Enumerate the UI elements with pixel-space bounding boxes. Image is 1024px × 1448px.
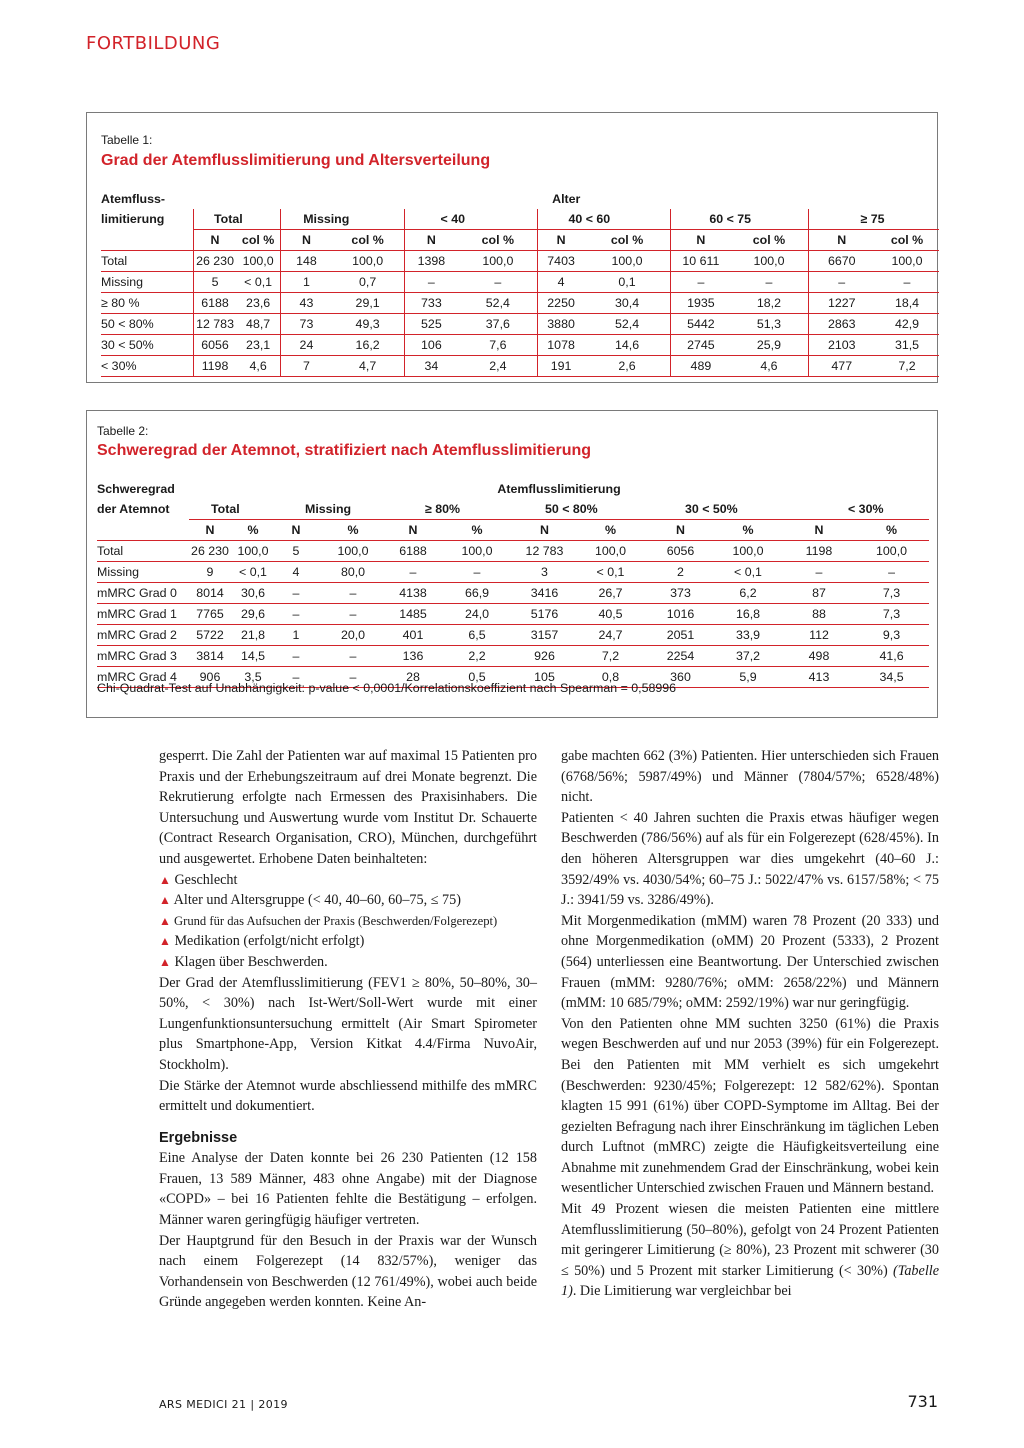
table-cell: –	[389, 562, 437, 583]
table-cell: 100,0	[231, 541, 275, 562]
table-cell: –	[275, 604, 317, 625]
table2-group-row	[97, 499, 929, 520]
table-cell: 7765	[189, 604, 231, 625]
section-heading: Ergebnisse	[159, 1129, 238, 1146]
journal-footer: ARS MEDICI 21 | 2019	[159, 1398, 288, 1411]
table-cell: 26,7	[572, 583, 649, 604]
table-cell: –	[671, 272, 731, 293]
table2-body	[97, 541, 929, 688]
table-cell: < 0,1	[236, 272, 281, 293]
table-cell: 25,9	[730, 335, 808, 356]
table-cell: 100,0	[712, 541, 784, 562]
table-cell: 33,9	[712, 625, 784, 646]
table-cell: 12 783	[194, 314, 237, 335]
table2-group-total: Total	[189, 499, 275, 520]
table-cell: 100,0	[332, 251, 404, 272]
table-row	[97, 646, 929, 667]
table-cell: 148	[281, 251, 332, 272]
table1-sub-col: col %	[730, 230, 808, 251]
table-cell: 26 230	[194, 251, 237, 272]
table-cell: 18,2	[730, 293, 808, 314]
table2-subheader-row	[97, 520, 929, 541]
table2-sub-pct: %	[437, 520, 517, 541]
table-cell: < 0,1	[231, 562, 275, 583]
table-cell: –	[317, 667, 389, 688]
row-label: mMRC Grad 3	[97, 646, 189, 667]
table-cell: 7,2	[875, 356, 939, 377]
table-cell: 525	[404, 314, 458, 335]
bullet-text: Medikation (erfolgt/nicht erfolgt)	[174, 933, 365, 950]
table-cell: 0,7	[332, 272, 404, 293]
table2	[97, 479, 929, 688]
table-row	[97, 583, 929, 604]
paragraph: gabe machten 662 (3%) Patienten. Hier unterschieden sich Frauen (6768/56%; 5987/49%) und Männer (7804/57%; 6528/48%) nicht.	[561, 748, 939, 806]
table-cell: 1078	[538, 335, 584, 356]
table-row	[101, 314, 939, 335]
table-cell: 7,6	[458, 335, 538, 356]
table1	[101, 189, 939, 377]
row-label: Total	[97, 541, 189, 562]
table-cell: 477	[808, 356, 875, 377]
table-cell: 2,2	[437, 646, 517, 667]
row-label: Total	[101, 251, 194, 272]
table-cell: 7403	[538, 251, 584, 272]
table-cell: 9,3	[854, 625, 929, 646]
table-cell: 2250	[538, 293, 584, 314]
triangle-bullet-icon: ▲	[159, 954, 171, 969]
table-cell: 6056	[194, 335, 237, 356]
table1-group-total: Total	[194, 209, 281, 230]
table-row	[97, 625, 929, 646]
section-label: FORTBILDUNG	[86, 33, 221, 54]
table2-sub-n: N	[517, 520, 572, 541]
table-row	[101, 293, 939, 314]
table-cell: 4,7	[332, 356, 404, 377]
paragraph: Der Grad der Atemflusslimitierung (FEV1 ≥ 80%, 50–80%, 30–50%, < 30%) nach Ist-Wert/Soll-Wert wurde mit einer Lungenfunktionsuntersuchung ermittelt (Air Smart Spirometer plus Smartphone-App, Version Kitkat 4.4/Firma NuvoAir, Stockholm).	[159, 974, 537, 1073]
table-cell: 40,5	[572, 604, 649, 625]
table2-sub-pct: %	[317, 520, 389, 541]
table-cell: 52,4	[458, 293, 538, 314]
triangle-bullet-icon: ▲	[159, 872, 171, 887]
table-cell: 16,2	[332, 335, 404, 356]
table-cell: 43	[281, 293, 332, 314]
bullet-item	[159, 931, 537, 952]
table1-title: Grad der Atemflusslimitierung und Altersverteilung	[101, 152, 491, 169]
table-cell: 100,0	[875, 251, 939, 272]
table-cell: 100,0	[730, 251, 808, 272]
table-cell: 5722	[189, 625, 231, 646]
table-cell: 16,8	[712, 604, 784, 625]
table-cell: 100,0	[584, 251, 671, 272]
table-cell: –	[275, 646, 317, 667]
bullet-text: Grund für das Aufsuchen der Praxis (Beschwerden/Folgerezept)	[174, 913, 498, 928]
bullet-item	[159, 870, 537, 891]
table-cell: 37,6	[458, 314, 538, 335]
row-label: mMRC Grad 4	[97, 667, 189, 688]
table-row	[97, 541, 929, 562]
table-cell: 906	[189, 667, 231, 688]
table-cell: 37,2	[712, 646, 784, 667]
body-column-right	[561, 746, 939, 1302]
table-cell: 5,9	[712, 667, 784, 688]
paragraph: gesperrt. Die Zahl der Patienten war auf maximal 15 Patienten pro Praxis und der Erhebungszeitraum auf drei Monate begrenzt. Die Rekrutierung erfolgte nach Ermessen des Praxisinhabers. Die Untersuchung und Auswertung wurde vom Institut Dr. Schauerte (Contract Research Organisation, CRO), München, durchgeführt und ausgewertet. Erhobene Daten beinhalteten:	[159, 748, 537, 867]
table1-label: Tabelle 1:	[101, 133, 153, 147]
table-cell: 105	[517, 667, 572, 688]
table-cell: 401	[389, 625, 437, 646]
table2-rowheader-line2: der Atemnot	[97, 502, 170, 517]
table2-group-lt30: < 30%	[784, 499, 929, 520]
table-row	[101, 356, 939, 377]
row-label: mMRC Grad 2	[97, 625, 189, 646]
row-label: Missing	[97, 562, 189, 583]
table-cell: 21,8	[231, 625, 275, 646]
table-cell: 100,0	[236, 251, 281, 272]
table-cell: 2863	[808, 314, 875, 335]
table-row	[97, 604, 929, 625]
triangle-bullet-icon: ▲	[159, 913, 171, 928]
table-cell: 5176	[517, 604, 572, 625]
paragraph: Patienten < 40 Jahren suchten die Praxis etwas häufiger wegen Beschwerden (786/56%) auf als für ein Folgerezept (628/45%). In den höheren Altersgruppen war dies umgekehrt (40–60 J.: 3592/49% vs. 4030/54%; 60–75 J.: 5022/47% vs. 6157/58%; < 75 J.: 3941/59 vs. 3286/49%).	[561, 809, 939, 909]
table1-group-40-60: 40 < 60	[538, 209, 671, 230]
table-cell: 4	[538, 272, 584, 293]
table-cell: 6188	[194, 293, 237, 314]
table-cell: –	[317, 583, 389, 604]
table1-subheader-blank	[101, 230, 194, 251]
table-cell: 88	[784, 604, 854, 625]
bullet-item	[159, 911, 537, 932]
table-cell: 0,8	[572, 667, 649, 688]
table-cell: 31,5	[875, 335, 939, 356]
table2-footnote: Chi-Quadrat-Test auf Unabhängigkeit: p-value < 0,0001/Korrelationskoeffizient nach Spearman = 0,58996	[97, 681, 677, 695]
table-cell: –	[730, 272, 808, 293]
row-label: mMRC Grad 0	[97, 583, 189, 604]
table-cell: 1398	[404, 251, 458, 272]
paragraph	[561, 1199, 939, 1302]
table2-sub-pct: %	[572, 520, 649, 541]
table-cell: 136	[389, 646, 437, 667]
table1-rowheader-line2: limitierung	[101, 212, 165, 227]
table-cell: 360	[649, 667, 712, 688]
row-label: < 30%	[101, 356, 194, 377]
table-cell: 1	[275, 625, 317, 646]
table-cell: 48,7	[236, 314, 281, 335]
table-cell: 100,0	[437, 541, 517, 562]
table1-group-60-75: 60 < 75	[671, 209, 808, 230]
table-row	[101, 335, 939, 356]
table1-sub-n: N	[194, 230, 237, 251]
table-cell: 3416	[517, 583, 572, 604]
table-cell: 52,4	[584, 314, 671, 335]
table2-sub-n: N	[189, 520, 231, 541]
paragraph-text: Mit 49 Prozent wiesen die meisten Patienten eine mittlere Atemflusslimitierung (50–80%), gefolgt von 24 Prozent Patienten mit geringerer Limitierung (≥ 80%), 23 Prozent mit schwerer (30 ≤ 50%) und 5 Prozent mit starker Limitierung (< 30%)	[561, 1201, 939, 1279]
table-cell: 24,0	[437, 604, 517, 625]
table-cell: 23,6	[236, 293, 281, 314]
table1-sub-n: N	[671, 230, 731, 251]
paragraph-text: . Die Limitierung war vergleichbar bei	[572, 1283, 792, 1300]
page-number: 731	[907, 1392, 938, 1411]
bullet-text: Klagen über Beschwerden.	[174, 953, 328, 970]
table-cell: –	[875, 272, 939, 293]
table2-subheader-blank	[97, 520, 189, 541]
table-cell: 7,3	[854, 604, 929, 625]
table1-spanner: Alter	[552, 192, 581, 206]
table2-group-50-80: 50 < 80%	[517, 499, 649, 520]
triangle-bullet-icon: ▲	[159, 934, 171, 949]
table-cell: 6,5	[437, 625, 517, 646]
table-cell: 49,3	[332, 314, 404, 335]
table2-sub-n: N	[275, 520, 317, 541]
table-cell: 12 783	[517, 541, 572, 562]
table2-box	[86, 410, 938, 718]
table-cell: 4,6	[730, 356, 808, 377]
table-cell: 30,4	[584, 293, 671, 314]
table2-group-ge80: ≥ 80%	[389, 499, 517, 520]
table-cell: 2051	[649, 625, 712, 646]
table-cell: 9	[189, 562, 231, 583]
table-cell: 489	[671, 356, 731, 377]
table2-label: Tabelle 2:	[97, 424, 149, 438]
row-label: mMRC Grad 1	[97, 604, 189, 625]
table-cell: 3157	[517, 625, 572, 646]
table-cell: 87	[784, 583, 854, 604]
table-cell: 3,5	[231, 667, 275, 688]
table2-spanner: Atemflusslimitierung	[497, 482, 621, 496]
table2-sub-n: N	[389, 520, 437, 541]
table-cell: 926	[517, 646, 572, 667]
table-cell: 6056	[649, 541, 712, 562]
table-cell: 373	[649, 583, 712, 604]
table-cell: 413	[784, 667, 854, 688]
table-cell: 10 611	[671, 251, 731, 272]
table1-sub-n: N	[538, 230, 584, 251]
table2-title: Schweregrad der Atemnot, stratifiziert nach Atemflusslimitierung	[97, 442, 592, 459]
table1-sub-n: N	[281, 230, 332, 251]
row-label: 50 < 80%	[101, 314, 194, 335]
table-row	[97, 562, 929, 583]
table-cell: 51,3	[730, 314, 808, 335]
table-cell: 7	[281, 356, 332, 377]
row-label: 30 < 50%	[101, 335, 194, 356]
table-cell: 14,5	[231, 646, 275, 667]
table2-sub-pct: %	[712, 520, 784, 541]
table-cell: 106	[404, 335, 458, 356]
table-cell: 100,0	[317, 541, 389, 562]
table-cell: –	[317, 604, 389, 625]
paragraph: Die Stärke der Atemnot wurde abschliessend mithilfe des mMRC ermittelt und dokumentiert.	[159, 1077, 537, 1115]
table1-group-ge75: ≥ 75	[808, 209, 939, 230]
table-cell: 2254	[649, 646, 712, 667]
table-cell: 2	[649, 562, 712, 583]
table-cell: 29,1	[332, 293, 404, 314]
table-cell: 2745	[671, 335, 731, 356]
row-label: Missing	[101, 272, 194, 293]
table1-sub-col: col %	[458, 230, 538, 251]
table-cell: 26 230	[189, 541, 231, 562]
table2-group-30-50: 30 < 50%	[649, 499, 784, 520]
table1-rowheader-line1: Atemfluss-	[101, 192, 166, 206]
body-column-left	[159, 746, 537, 1313]
table-cell: 100,0	[458, 251, 538, 272]
table-cell: 2,4	[458, 356, 538, 377]
table-cell: 24,7	[572, 625, 649, 646]
table-cell: 4138	[389, 583, 437, 604]
table1-group-missing: Missing	[281, 209, 404, 230]
table-cell: –	[808, 272, 875, 293]
table1-body	[101, 251, 939, 377]
table-cell: 34	[404, 356, 458, 377]
table-cell: –	[317, 646, 389, 667]
table2-sub-n: N	[784, 520, 854, 541]
table-cell: 5	[194, 272, 237, 293]
table-cell: 6188	[389, 541, 437, 562]
table-cell: –	[458, 272, 538, 293]
table-cell: 41,6	[854, 646, 929, 667]
table-cell: 0,5	[437, 667, 517, 688]
table2-group-missing: Missing	[275, 499, 389, 520]
table-cell: 34,5	[854, 667, 929, 688]
table-cell: 1935	[671, 293, 731, 314]
paragraph: Der Hauptgrund für den Besuch in der Praxis war der Wunsch nach einem Folgerezept (14 832/57%), weniger das Vorhandensein von Beschwerden (12 761/49%), wobei auch beide Gründe angegeben werden konnten. Keine An-	[159, 1232, 537, 1311]
table-cell: 7,2	[572, 646, 649, 667]
table-cell: 24	[281, 335, 332, 356]
table-cell: 30,6	[231, 583, 275, 604]
table-cell: 1198	[784, 541, 854, 562]
table1-sub-n: N	[404, 230, 458, 251]
bullet-text: Geschlecht	[174, 871, 238, 888]
table1-group-lt40: < 40	[404, 209, 538, 230]
table-cell: 6,2	[712, 583, 784, 604]
table-cell: 29,6	[231, 604, 275, 625]
table-cell: 1198	[194, 356, 237, 377]
table-cell: 4,6	[236, 356, 281, 377]
table-cell: 42,9	[875, 314, 939, 335]
table-cell: 1	[281, 272, 332, 293]
table-cell: –	[275, 583, 317, 604]
table-cell: 3814	[189, 646, 231, 667]
table-cell: 112	[784, 625, 854, 646]
table-cell: 8014	[189, 583, 231, 604]
table-cell: 100,0	[854, 541, 929, 562]
table2-rowheader-line1: Schweregrad	[97, 482, 175, 496]
table-row	[101, 272, 939, 293]
table1-sub-col: col %	[332, 230, 404, 251]
table-cell: 5442	[671, 314, 731, 335]
table-cell: 100,0	[572, 541, 649, 562]
table-cell: 6670	[808, 251, 875, 272]
table-cell: –	[404, 272, 458, 293]
table-row	[101, 251, 939, 272]
table-cell: –	[275, 667, 317, 688]
table-cell: –	[784, 562, 854, 583]
triangle-bullet-icon: ▲	[159, 893, 171, 908]
table2-sub-n: N	[649, 520, 712, 541]
table-reference: (Tabelle 1)	[561, 1262, 940, 1300]
table-cell: 18,4	[875, 293, 939, 314]
table-cell: 66,9	[437, 583, 517, 604]
table2-spanner-row	[97, 479, 929, 499]
table-cell: 14,6	[584, 335, 671, 356]
row-label: ≥ 80 %	[101, 293, 194, 314]
paragraph: Eine Analyse der Daten konnte bei 26 230 Patienten (12 158 Frauen, 13 589 Männer, 483 ohne Angabe) mit der Diagnose «COPD» – bei 16 Patienten fehlte die Bestätigung – erfolgen. Männer waren geringfügig häufiger vertreten.	[159, 1150, 537, 1229]
table-cell: 498	[784, 646, 854, 667]
table-cell: 23,1	[236, 335, 281, 356]
table-cell: < 0,1	[712, 562, 784, 583]
table-cell: 73	[281, 314, 332, 335]
table-cell: 80,0	[317, 562, 389, 583]
table-cell: < 0,1	[572, 562, 649, 583]
table1-sub-col: col %	[875, 230, 939, 251]
table-cell: –	[854, 562, 929, 583]
table1-sub-n: N	[808, 230, 875, 251]
paragraph: Mit Morgenmedikation (mMM) waren 78 Prozent (20 333) und ohne Morgenmedikation (oMM) 20 Prozent (5333), 2 Prozent (564) unterliessen eine Beantwortung. Der Unterschied zwischen Frauen (mMM: 9280/76%; oMM: 2658/22%) und Männern (mMM: 10 685/79%; oMM: 2592/19%) war nur geringfügig.	[561, 912, 939, 1012]
table-cell: 5	[275, 541, 317, 562]
table-cell: –	[437, 562, 517, 583]
table-cell: 20,0	[317, 625, 389, 646]
table1-group-row	[101, 209, 939, 230]
table-cell: 1227	[808, 293, 875, 314]
table2-sub-pct: %	[231, 520, 275, 541]
table-cell: 2103	[808, 335, 875, 356]
paragraph: Von den Patienten ohne MM suchten 3250 (61%) die Praxis wegen Beschwerden auf und nur 2053 (39%) für ein Folgerezept. Bei den Patienten mit MM verhielt es sich umgekehrt (Beschwerden: 9230/45%; Folgerezept: 12 582/62%). Spontan klagten 15 991 (61%) über COPD-Symptome im Alltag. Bei der gezielten Befragung nach ihrer Einschränkung im täglichen Leben durch Luftnot (mMRC) zeigte die Häufigkeitsverteilung eine Abnahme mit zunehmendem Grad der Einschränkung, wobei kein wesentlicher Unterschied zwischen Frauen und Männern bestand.	[561, 1015, 939, 1197]
table-cell: 0,1	[584, 272, 671, 293]
bullet-item	[159, 952, 537, 973]
table2-sub-pct: %	[854, 520, 929, 541]
table-cell: 7,3	[854, 583, 929, 604]
table-cell: 1485	[389, 604, 437, 625]
table-cell: 3880	[538, 314, 584, 335]
table1-box	[86, 112, 938, 383]
table-cell: 4	[275, 562, 317, 583]
bullet-text: Alter und Altersgruppe (< 40, 40–60, 60–75, ≤ 75)	[173, 892, 461, 909]
table-cell: 28	[389, 667, 437, 688]
table1-sub-col: col %	[236, 230, 281, 251]
table-cell: 3	[517, 562, 572, 583]
table-cell: 1016	[649, 604, 712, 625]
table-cell: 733	[404, 293, 458, 314]
bullet-item	[159, 890, 537, 911]
table1-spanner-row	[101, 189, 939, 209]
table-cell: 2,6	[584, 356, 671, 377]
table1-sub-col: col %	[584, 230, 671, 251]
table-cell: 191	[538, 356, 584, 377]
table1-subheader-row	[101, 230, 939, 251]
